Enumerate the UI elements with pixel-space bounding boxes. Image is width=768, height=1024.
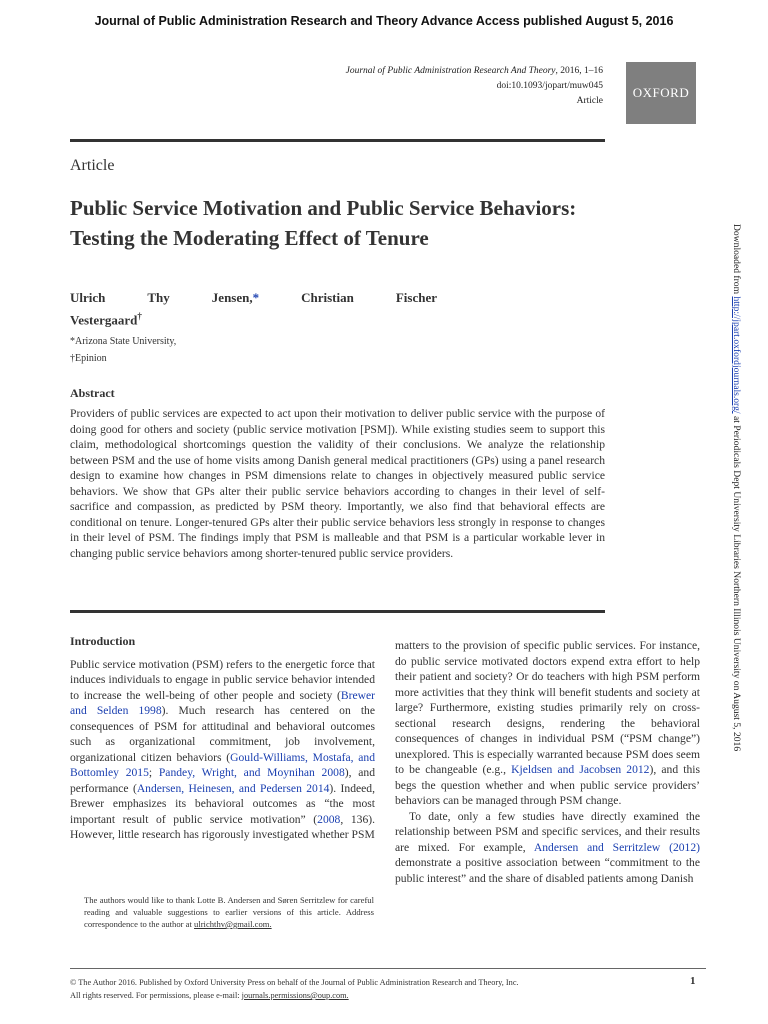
text-run: ;: [148, 766, 159, 779]
abstract-text: Providers of public services are expected to act upon their motivation to deliver public service with the purpose of doing good for others and society (public service motivation [PSM]). While existing studies seem to support this claim, methodological shortcomings question the validity of their conclusions. We analyze the relationship between PSM and the use of home visits among Danish general medical practitioners (GPs) using a panel research design to examine how changes in PSM dimensions relate to changes in objectively measured public service behaviors. We show that GPs alter their public service behaviors according to changes in their level of self-sacrifice and compassion, as predicted by PSM theory. Importantly, we also find that behavioral effects are conditional on tenure. Longer-tenured GPs alter their public service behaviors less strongly in response to changes in their level of PSM. The findings imply that PSM is malleable and that PSM is a particular workable lever in changing public service behaviors among shorter-tenured public service providers.: [70, 407, 605, 560]
text-run: To date, only a few studies have directly examined the relationship between PSM and specific services, and their results are mixed. For example,: [395, 809, 700, 854]
citation-link[interactable]: Pandey, Wright, and Moynihan 2008: [158, 766, 345, 779]
author-first-name: Christian: [301, 290, 354, 305]
doi: doi:10.1093/jopart/muw045: [496, 81, 603, 91]
text-run: ). Much research has centered on the consequences of PSM for attitudinal and behavioral outcomes such as organizational commitment, job involvement, organizational citizen behaviors (: [70, 704, 375, 764]
copyright-notice: [70, 976, 630, 1002]
copyright-line-2: All rights reserved. For permissions, please e-mail:: [70, 991, 242, 1000]
citation-link[interactable]: Brewer and Selden 1998: [70, 688, 375, 717]
text-run: ), and this begs the question whether and when public service providers’ behaviors can be managed through PSM change.: [395, 763, 700, 807]
journal-year-pages: , 2016, 1–16: [555, 66, 603, 76]
affiliation-mark-star[interactable]: *: [252, 290, 260, 305]
intro-paragraph-1: [70, 657, 375, 843]
footer-rule: [70, 968, 706, 969]
text-run: matters to the provision of specific public services. For instance, do public service motivated doctors expend extra effort to help their patient and society? Or do teachers with high PSM perform more activities that they think will benefit students and society at large? Furthermore, existing studies primarily rely on cross-sectional research designs, rendering the behavioral consequences of changes in individual PSM (“PSM change”) unexplored. This is especially warranted because PSM does seem to be changeable (e.g.,: [395, 639, 700, 776]
affiliation-2: †Epinion: [70, 353, 107, 364]
acknowledgement-footnote: [84, 894, 374, 930]
text-run: demonstrate a positive association between “commitment to the public interest” and the share of disabled patients among Danish: [395, 856, 700, 885]
citation-link[interactable]: 2008: [317, 812, 341, 826]
text-run: ), and performance (: [70, 766, 375, 795]
download-watermark: [731, 224, 742, 751]
author-list: [70, 289, 437, 329]
advance-access-banner: Journal of Public Administration Research and Theory Advance Access published August 5, 2016: [94, 14, 674, 28]
journal-name: Journal of Public Administration Research And Theory: [345, 66, 556, 76]
article-type: Article: [576, 96, 603, 106]
left-column: [70, 634, 375, 843]
journal-reference: [273, 64, 603, 109]
right-column: [395, 638, 700, 886]
author-last-name: Jensen,: [211, 290, 253, 305]
abstract-rule: [70, 610, 605, 613]
journal-url-link[interactable]: http://jpart.oxfordjournals.org/: [731, 296, 742, 414]
article-label: Article: [70, 157, 115, 174]
watermark-text: at Periodicals Dept University Libraries Northern Illinois University on August 5, 2016: [731, 413, 742, 752]
permissions-email-link[interactable]: journals.permissions@oup.com.: [241, 991, 349, 1000]
text-run: ). Indeed, Brewer emphasizes its behavioral outcomes as “the most important result of public service motivation” (: [70, 781, 375, 826]
oxford-logo: OXFORD: [626, 62, 696, 124]
text-run: Public service motivation (PSM) refers to the energetic force that induces individuals to engage in public service behavior intended to increase the well-being of other people and society (: [70, 657, 375, 702]
header-rule: [70, 139, 605, 142]
introduction-heading: Introduction: [70, 634, 136, 648]
affiliation-1: *Arizona State University,: [70, 336, 177, 347]
author-middle-name: Fischer: [395, 290, 437, 305]
watermark-text: Downloaded from: [731, 224, 742, 297]
affiliation-mark-dagger: †: [137, 311, 142, 321]
copyright-line-1: © The Author 2016. Published by Oxford University Press on behalf of the Journal of Public Administration Research and Theory, Inc.: [70, 978, 519, 987]
author-middle-name: Thy: [147, 290, 170, 305]
page-number: 1: [690, 975, 696, 987]
author-first-name: Ulrich: [70, 290, 106, 305]
footnote-text: The authors would like to thank Lotte B. Andersen and Søren Serritzlew for careful reading and valuable suggestions to earlier versions of this article. Address correspondence to the author at: [84, 895, 374, 929]
article-title: Public Service Motivation and Public Service Behaviors: Testing the Moderating Effect of Tenure: [70, 196, 577, 250]
citation-link[interactable]: Gould-Williams, Mostafa, and Bottomley 2015: [70, 750, 375, 779]
intro-paragraph-2: [395, 638, 700, 809]
text-run: , 136). However, little research has rigorously investigated whether PSM: [70, 812, 375, 841]
intro-paragraph-3: [395, 809, 700, 887]
author-email-link[interactable]: ulrichthv@gmail.com.: [194, 919, 272, 929]
abstract-heading: Abstract: [70, 386, 115, 400]
citation-link[interactable]: Kjeldsen and Jacobsen 2012: [511, 763, 650, 776]
author-last-name: Vestergaard: [70, 312, 138, 328]
citation-link[interactable]: Andersen and Serritzlew (2012): [533, 840, 700, 854]
citation-link[interactable]: Andersen, Heinesen, and Pedersen 2014: [136, 781, 330, 795]
